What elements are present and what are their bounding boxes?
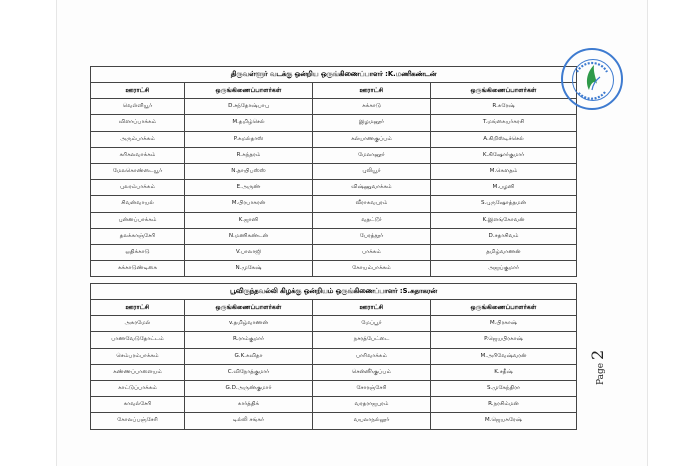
panchayat-cell: வரதராஜபுரம் (313, 397, 431, 413)
panchayat-cell: சுக்காடு (313, 99, 431, 115)
table-row (91, 212, 577, 228)
coordinator-cell: K.இளங்கோவன் (431, 212, 577, 228)
coordinator-cell: G.D.அருண்குமார் (185, 380, 313, 396)
panchayat-cell: பாணவேடுதோட்டம் (91, 332, 185, 348)
table-row (91, 196, 577, 212)
coordinator-cell: அஜய்குமார் (431, 261, 577, 277)
panchayat-cell: சென்னீர்குப்பம் (313, 364, 431, 380)
coordinators-table-east (90, 283, 577, 430)
table-row (91, 332, 577, 348)
coordinator-cell: K.ஜானி (185, 212, 313, 228)
panchayat-cell: புன்னப்பாக்கம் (91, 212, 185, 228)
panchayat-cell: பாக்கம் (313, 244, 431, 260)
coordinator-cell: D.சதாசிவம் (431, 228, 577, 244)
table-row (91, 99, 577, 115)
header-coordinators: ஒருங்கிணைப்பாளர்கள் (185, 83, 313, 99)
coordinator-cell: P.கமல்தாஸ் (185, 131, 313, 147)
table-body (91, 99, 577, 277)
table-row (91, 131, 577, 147)
panchayat-cell: கல்யாணகுப்பம் (313, 131, 431, 147)
panchayat-cell: சிவன்வாயல் (91, 196, 185, 212)
coordinator-cell: R.சுரேஷ் (431, 99, 577, 115)
panchayat-cell: சோரஞ்சேரி (313, 380, 431, 396)
table-row (91, 261, 577, 277)
coordinator-cell: கார்த்திக் (185, 397, 313, 413)
panchayat-cell: மேலானூர் (313, 147, 431, 163)
panchayat-cell: இழமனூர் (313, 115, 431, 131)
panchayat-cell: வதட்டூர் (313, 212, 431, 228)
table-header-row (91, 83, 577, 99)
panchayat-cell: கரிகலவாக்கம் (91, 147, 185, 163)
coordinator-cell: G.K.கவிதா (185, 348, 313, 364)
coordinator-cell: K.சதீஷ் (431, 364, 577, 380)
panchayat-cell: மேப்பூர் (313, 316, 431, 332)
table-row (91, 163, 577, 179)
coordinator-cell: M.பிரகாஷ் (431, 316, 577, 332)
coordinator-cell: M.தமிழ்செல் (185, 115, 313, 131)
panchayat-cell: விஷ்ணுவாக்கம் (313, 180, 431, 196)
coordinator-cell: R.நரசிம்மன் (431, 397, 577, 413)
table-row (91, 380, 577, 396)
coordinator-cell: V.பாலாஜி (185, 244, 313, 260)
coordinator-cell: M.பழனி (431, 180, 577, 196)
seal-emblem-icon (563, 50, 621, 108)
page-number (588, 350, 607, 385)
coordinator-cell: N.மணிகண்டன் (185, 228, 313, 244)
table-title: திருவள்ளூர் வடக்கு ஒன்றிய ஒருங்கிணைப்பாளர் :K.மணிகண்டன் (91, 67, 577, 83)
table-row (91, 348, 577, 364)
panchayat-cell: ஒதிக்காடு (91, 244, 185, 260)
table-title: பூவிருந்தவல்லி கிழக்கு ஒன்றியம் ஒருங்கிணைப்பாளர் :S.சுதாகரன் (91, 284, 577, 300)
header-coordinators: ஒருங்கிணைப்பாளர்கள் (431, 300, 577, 316)
panchayat-cell: பேரத்தூர் (313, 228, 431, 244)
header-coordinators: ஒருங்கிணைப்பாளர்கள் (431, 83, 577, 99)
table-row (91, 228, 577, 244)
panchayat-cell: கோயம்பாக்கம் (313, 261, 431, 277)
header-panchayat: ஊராட்சி (313, 300, 431, 316)
table-row (91, 397, 577, 413)
panchayat-cell: வயலாநல்லூர் (313, 413, 431, 429)
table-body (91, 316, 577, 429)
coordinator-cell: E.அருண் (185, 180, 313, 196)
header-panchayat: ஊராட்சி (91, 300, 185, 316)
coordinator-cell: M.கௌதம் (431, 163, 577, 179)
panchayat-cell: விளாப்பாக்கம் (91, 115, 185, 131)
panchayat-cell: செம்பரம்பாக்கம் (91, 348, 185, 364)
panchayat-cell: அகரமேல் (91, 316, 185, 332)
panchayat-cell: கண்ணப்பாளையம் (91, 364, 185, 380)
panchayat-cell: அரும்பாக்கம் (91, 131, 185, 147)
table-header-row (91, 300, 577, 316)
coordinator-cell: K.கிஷோர்குமார் (431, 147, 577, 163)
table-row (91, 147, 577, 163)
table-row (91, 180, 577, 196)
coordinator-cell: P.ஜெயபிரகாஷ் (431, 332, 577, 348)
coordinator-cell: M.அரிவேஷ்வரன் (431, 348, 577, 364)
coordinator-cell: R.ராம்குமார் (185, 332, 313, 348)
panchayat-cell: பாரிவாக்கம் (313, 348, 431, 364)
header-panchayat: ஊராட்சி (313, 83, 431, 99)
panchayat-cell: காவல்சேரி (91, 397, 185, 413)
coordinator-cell: A.கிறிஸ்டிச்செல் (431, 131, 577, 147)
coordinator-cell: டில்லி சங்கர் (185, 413, 313, 429)
table-row (91, 244, 577, 260)
table-row (91, 413, 577, 429)
coordinator-cell: M.ஜெயசுரேஷ் (431, 413, 577, 429)
panchayat-cell: காட்டுப்பாக்கம் (91, 380, 185, 396)
panchayat-cell: கோலப்பஞ்சேரி (91, 413, 185, 429)
panchayat-cell: கக்காடுண்டிகை (91, 261, 185, 277)
panchayat-cell: தலக்காஞ்சேரி (91, 228, 185, 244)
header-panchayat: ஊராட்சி (91, 83, 185, 99)
table-row (91, 115, 577, 131)
page-label: Page (596, 362, 606, 385)
header-coordinators: ஒருங்கிணைப்பாளர்கள் (185, 300, 313, 316)
coordinator-cell: D.சந்தோஷ்பாபு (185, 99, 313, 115)
party-seal-stamp (561, 48, 623, 110)
panchayat-cell: வெள்ளியூர் (91, 99, 185, 115)
coordinator-cell: N.தாயிபஸ்ஸ் (185, 163, 313, 179)
coordinator-cell: தமிழ்வாணன் (431, 244, 577, 260)
panchayat-cell: புலரம்பாக்கம் (91, 180, 185, 196)
table-row (91, 316, 577, 332)
page-number-value: 2 (588, 349, 607, 361)
coordinator-cell: C.விநோத்குமார் (185, 364, 313, 380)
panchayat-cell: புலியூர் (313, 163, 431, 179)
coordinator-cell: R.சுந்தரம் (185, 147, 313, 163)
panchayat-cell: வீராகவபுரம் (313, 196, 431, 212)
coordinator-cell: N.முகேஷ் (185, 261, 313, 277)
coordinator-cell: S.முகேந்திரா (431, 380, 577, 396)
coordinator-cell: M.பிரபாகரன் (185, 196, 313, 212)
coordinator-cell: T.மங்கையர்கரசி (431, 115, 577, 131)
coordinator-cell: v.தமிழ்வாணன் (185, 316, 313, 332)
coordinator-cell: S.புருஷோத்தமன் (431, 196, 577, 212)
table-row (91, 364, 577, 380)
panchayat-cell: மேலகொண்டையூர் (91, 163, 185, 179)
panchayat-cell: நசரத்பேட்டை (313, 332, 431, 348)
coordinators-table-north (90, 66, 577, 277)
